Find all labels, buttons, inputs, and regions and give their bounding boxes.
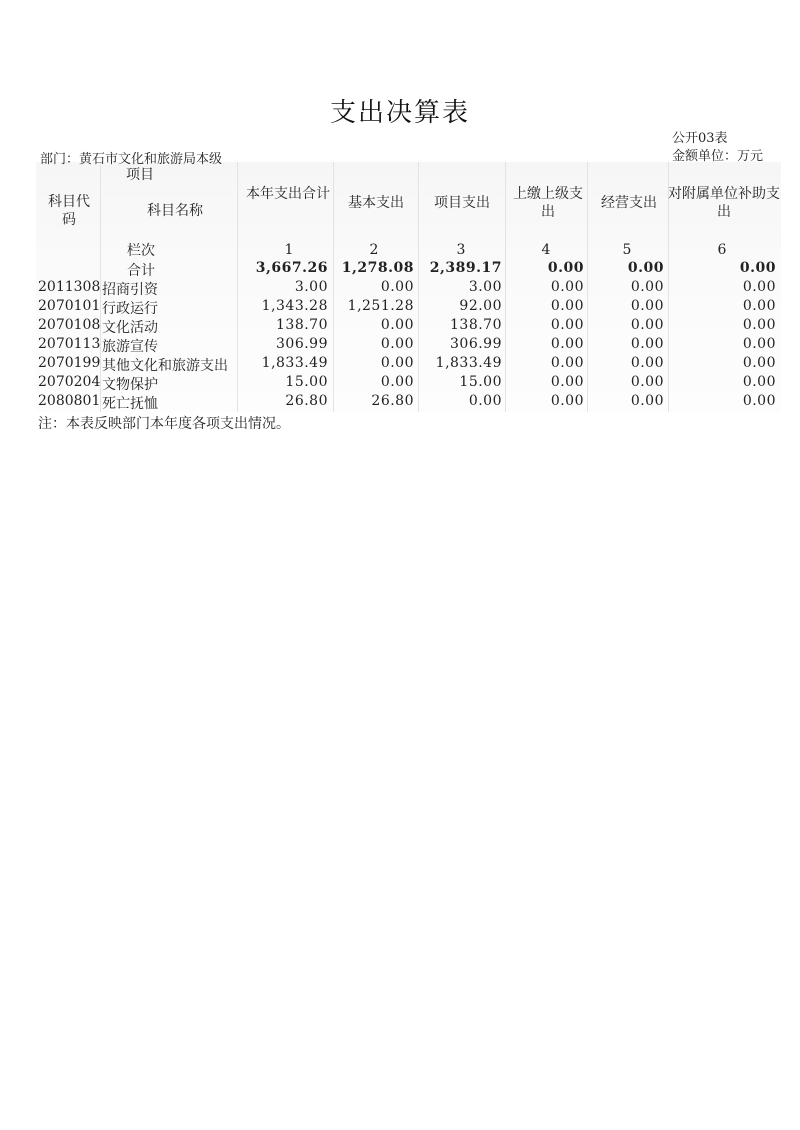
row-code: 2080801 <box>38 393 101 409</box>
row-value: 0.00 <box>380 279 414 295</box>
row-value: 1,343.28 <box>261 298 328 314</box>
total-value: 2,389.17 <box>429 260 502 276</box>
row-value: 92.00 <box>459 298 502 314</box>
header-col6: 对附属单位补助支出 <box>668 186 780 220</box>
row-code: 2070101 <box>38 298 101 314</box>
total-label: 合计 <box>127 263 155 279</box>
row-value: 306.99 <box>450 336 502 352</box>
row-value: 15.00 <box>459 374 502 390</box>
total-value: 0.00 <box>739 260 776 276</box>
header-code: 科目代码 <box>48 194 90 228</box>
row-value: 0.00 <box>380 317 414 333</box>
row-value: 0.00 <box>630 279 664 295</box>
total-value: 0.00 <box>547 260 584 276</box>
header-col4: 上缴上级支出 <box>513 186 583 220</box>
row-value: 0.00 <box>742 317 776 333</box>
row-name: 其他文化和旅游支出 <box>102 358 228 374</box>
total-value: 0.00 <box>627 260 664 276</box>
row-value: 0.00 <box>550 317 584 333</box>
page-title: 支出决算表 <box>329 98 470 128</box>
row-value: 0.00 <box>550 355 584 371</box>
row-value: 0.00 <box>380 336 414 352</box>
header-col3: 项目支出 <box>434 195 490 211</box>
row-value: 0.00 <box>380 355 414 371</box>
column-index-value: 2 <box>369 242 379 258</box>
row-name: 行政运行 <box>102 301 158 317</box>
row-value: 0.00 <box>550 279 584 295</box>
row-value: 3.00 <box>468 279 502 295</box>
row-value: 0.00 <box>630 355 664 371</box>
row-value: 0.00 <box>742 393 776 409</box>
row-code: 2070204 <box>38 374 101 390</box>
row-value: 15.00 <box>285 374 328 390</box>
row-name: 招商引资 <box>102 282 158 298</box>
row-value: 138.70 <box>276 317 328 333</box>
column-index-value: 5 <box>622 242 632 258</box>
total-value: 3,667.26 <box>255 260 328 276</box>
row-value: 0.00 <box>630 336 664 352</box>
row-code: 2070113 <box>38 336 101 352</box>
row-name: 旅游宣传 <box>102 339 158 355</box>
row-value: 0.00 <box>550 374 584 390</box>
row-name: 死亡抚恤 <box>102 396 158 412</box>
row-value: 0.00 <box>742 336 776 352</box>
header-item: 项目 <box>126 167 154 183</box>
row-value: 0.00 <box>742 374 776 390</box>
row-value: 0.00 <box>550 298 584 314</box>
row-code: 2070199 <box>38 355 101 371</box>
amount-unit: 金额单位：万元 <box>672 149 764 164</box>
row-code: 2011308 <box>38 279 101 295</box>
row-value: 0.00 <box>550 393 584 409</box>
table-note: 注：本表反映部门本年度各项支出情况。 <box>38 416 290 432</box>
row-value: 3.00 <box>294 279 328 295</box>
column-index-label: 栏次 <box>127 243 155 259</box>
column-index-value: 4 <box>541 242 551 258</box>
total-value: 1,278.08 <box>341 260 414 276</box>
row-value: 0.00 <box>550 336 584 352</box>
row-value: 1,833.49 <box>261 355 328 371</box>
column-index-value: 1 <box>284 242 294 258</box>
column-index-value: 6 <box>717 242 727 258</box>
row-value: 26.80 <box>371 393 414 409</box>
row-value: 0.00 <box>630 393 664 409</box>
header-name: 科目名称 <box>147 203 203 219</box>
row-name: 文化活动 <box>102 320 158 336</box>
department-label: 部门：黄石市文化和旅游局本级 <box>40 152 223 167</box>
row-value: 0.00 <box>630 298 664 314</box>
form-number: 公开03表 <box>672 131 728 146</box>
row-value: 26.80 <box>285 393 328 409</box>
row-value: 0.00 <box>742 355 776 371</box>
header-col1: 本年支出合计 <box>246 186 330 202</box>
row-value: 0.00 <box>380 374 414 390</box>
row-value: 138.70 <box>450 317 502 333</box>
row-value: 0.00 <box>468 393 502 409</box>
header-col5: 经营支出 <box>601 195 657 211</box>
row-code: 2070108 <box>38 317 101 333</box>
row-value: 0.00 <box>742 298 776 314</box>
row-value: 306.99 <box>276 336 328 352</box>
row-value: 0.00 <box>742 279 776 295</box>
row-name: 文物保护 <box>102 377 158 393</box>
row-value: 0.00 <box>630 317 664 333</box>
row-value: 0.00 <box>630 374 664 390</box>
row-value: 1,251.28 <box>347 298 414 314</box>
row-value: 1,833.49 <box>435 355 502 371</box>
header-col2: 基本支出 <box>348 195 404 211</box>
column-index-value: 3 <box>456 242 466 258</box>
